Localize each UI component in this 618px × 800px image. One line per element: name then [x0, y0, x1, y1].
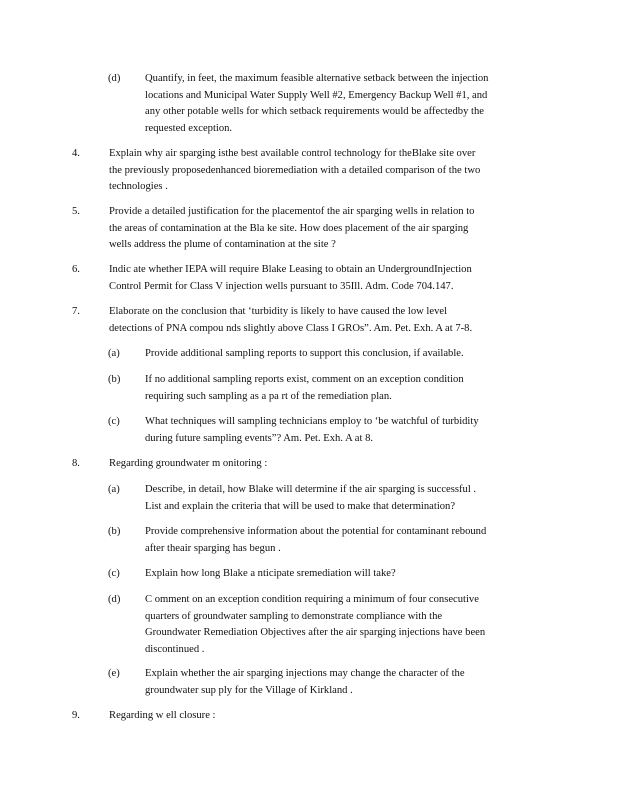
subitem-text: Explain whether the air sparging injections may change the character of the groundwater sup ply for the Village of Kirkland . [145, 668, 465, 696]
question-number: 7. [72, 306, 80, 317]
subitem-text: Quantify, in feet, the maximum feasible alternative setback between the injection locations and Municipal Water Supply Well #2, Emergency Backup Well #1, and any other potable wells for which setback requirements would be affectedby the requested exception. [145, 73, 489, 134]
subitem-text: What techniques will sampling technicians employ to ‘be watchful of turbidity during future sampling events”? Am. Pet. Exh. A at 8. [145, 416, 479, 444]
subitem-marker: (e) [108, 668, 120, 679]
question-number: 5. [72, 206, 80, 217]
subitem-text: Explain how long Blake a nticipate sremediation will take? [145, 568, 396, 579]
question-text: Explain why air sparging isthe best available control technology for theBlake site over the previously proposedenhanced bioremediation with a detailed comparison of the two technologies . [109, 148, 481, 192]
question-number: 9. [72, 710, 80, 721]
question-text: Indic ate whether IEPA will require Blake Leasing to obtain an UndergroundInjection Control Permit for Class V injection wells pursuant to 35Ill. Adm. Code 704.147. [109, 264, 472, 292]
question-number: 8. [72, 458, 80, 469]
subitem-text: Provide additional sampling reports to support this conclusion, if available. [145, 348, 464, 359]
question-text: Regarding w ell closure : [109, 710, 216, 721]
subitem-text: Describe, in detail, how Blake will determine if the air sparging is successful . List and explain the criteria that will be used to make that determination? [145, 484, 477, 512]
subitem-marker: (d) [108, 594, 121, 605]
question-number: 6. [72, 264, 80, 275]
question-text: Provide a detailed justification for the placementof the air sparging wells in relation to the areas of contamination at the Bla ke site. How does placement of the air sparging wells address the plume of contamination at the site ? [109, 206, 475, 250]
question-text: Regarding groundwater m onitoring : [109, 458, 268, 469]
subitem-marker: (a) [108, 348, 120, 359]
subitem-marker: (d) [108, 73, 121, 84]
subitem-marker: (c) [108, 568, 120, 579]
subitem-marker: (c) [108, 416, 120, 427]
subitem-marker: (a) [108, 484, 120, 495]
question-text: Elaborate on the conclusion that ‘turbidity is likely to have caused the low level detections of PNA compou nds slightly above Class I GROs”. Am. Pet. Exh. A at 7-8. [109, 306, 473, 334]
subitem-text: Provide comprehensive information about the potential for contaminant rebound after theair sparging has begun . [145, 526, 487, 554]
subitem-text: C omment on an exception condition requiring a minimum of four consecutive quarters of groundwater sampling to demonstrate compliance with the Groundwater Remediation Objectives after the air sparging injections have been discontinued . [145, 594, 486, 655]
subitem-marker: (b) [108, 526, 121, 537]
question-number: 4. [72, 148, 80, 159]
subitem-marker: (b) [108, 374, 121, 385]
subitem-text: If no additional sampling reports exist, comment on an exception condition requiring such sampling as a pa rt of the remediation plan. [145, 374, 464, 402]
